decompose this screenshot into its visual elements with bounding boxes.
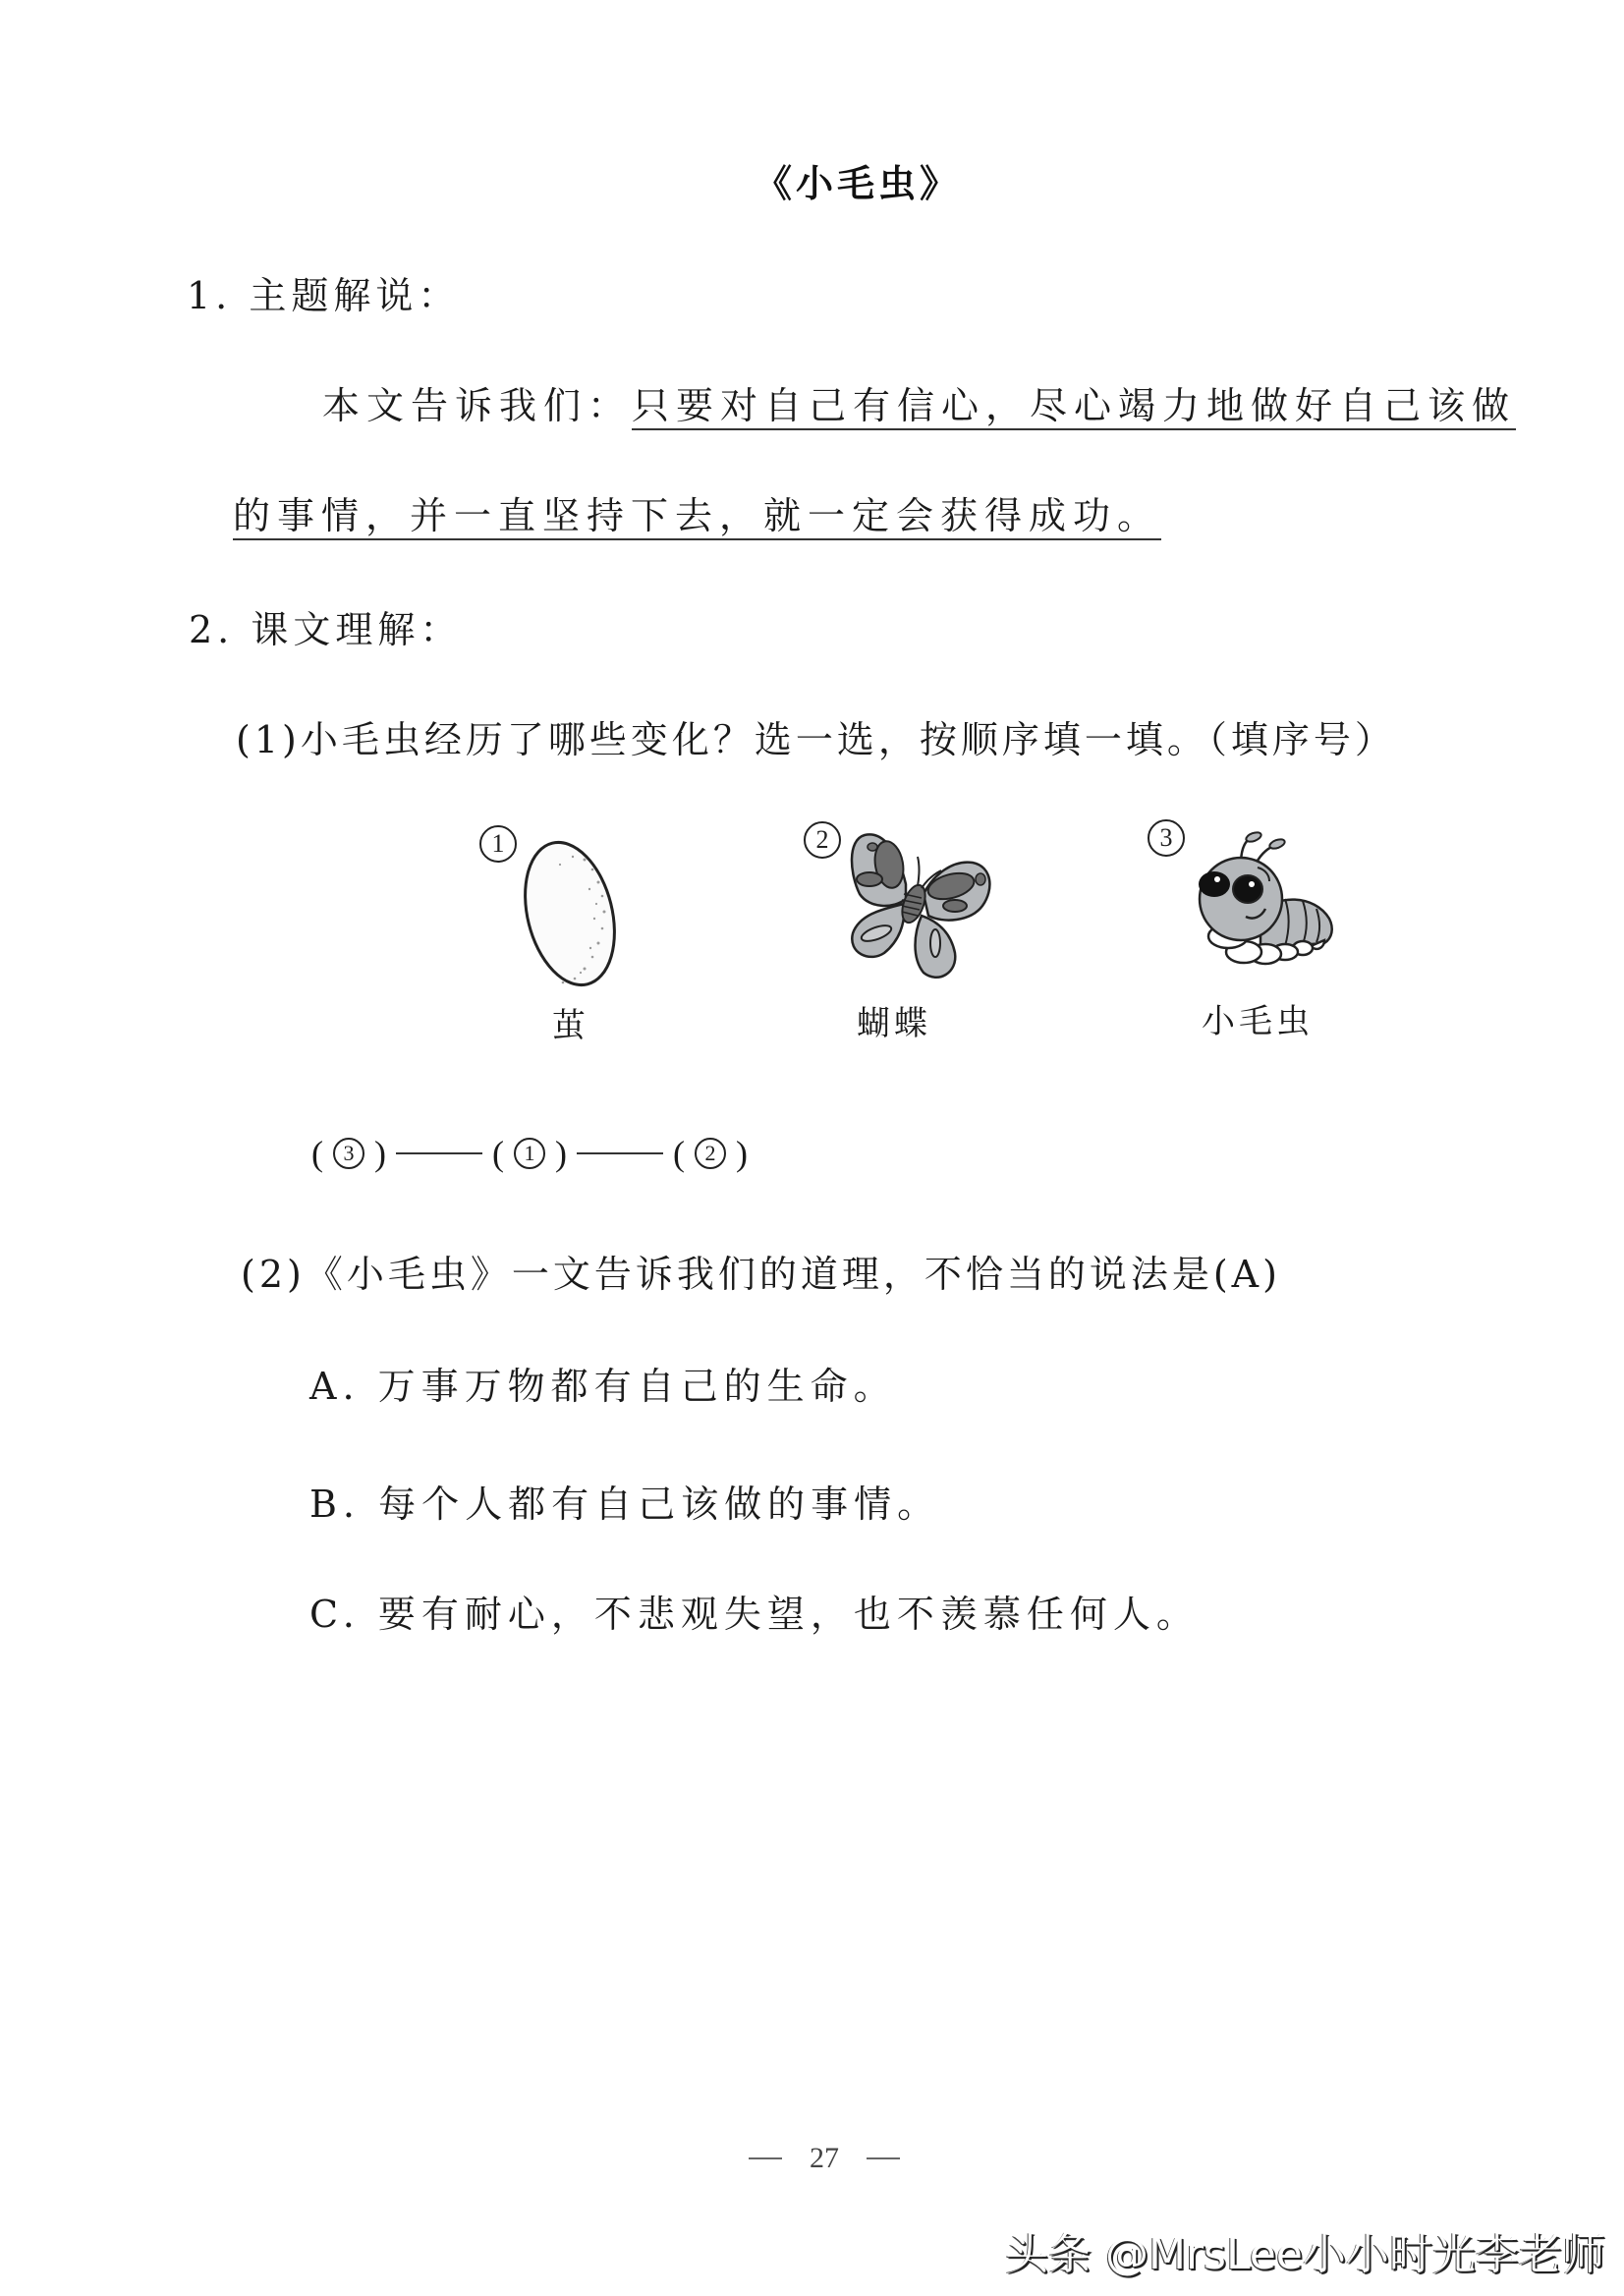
sequence-step-2: 1 — [514, 1138, 545, 1169]
option-text: 万事万物都有自己的生命。 — [377, 1365, 897, 1408]
open-paren: ( — [311, 1134, 323, 1173]
close-paren: ) — [736, 1134, 748, 1173]
option-text: 要有耐心，不悲观失望，也不羡慕任何人。 — [377, 1593, 1200, 1636]
theme-answer-part-1: 只要对自己有信心，尽心竭力地做好自己该做 — [632, 384, 1517, 427]
cocoon-icon — [516, 835, 624, 992]
section-1-heading: 1. 主题解说： — [187, 274, 461, 317]
option-b — [309, 1474, 940, 1528]
watermark: 头条 @MrsLee小小时光李老师 — [1005, 2229, 1605, 2279]
theme-lead: 本文告诉我们： — [322, 384, 633, 427]
page-number — [749, 2142, 900, 2175]
figure-label-caterpillar: 小毛虫 — [1202, 1002, 1314, 1041]
page-number-dash-right — [867, 2157, 900, 2159]
sequence-connector — [577, 1152, 663, 1154]
close-paren: ) — [374, 1134, 386, 1173]
figure-number-2: 2 — [804, 821, 841, 859]
sequence-connector — [396, 1152, 482, 1154]
section-2-heading: 2. 课文理解： — [189, 608, 463, 651]
page-title: 《小毛虫》 — [755, 162, 962, 205]
caterpillar-icon — [1187, 830, 1339, 973]
figure-number-1: 1 — [479, 825, 517, 863]
sequence-answer — [308, 1134, 752, 1173]
option-letter: C. — [309, 1593, 361, 1636]
option-text: 每个人都有自己该做的事情。 — [378, 1483, 941, 1526]
open-paren: ( — [673, 1134, 685, 1173]
question-1-prompt: (1)小毛虫经历了哪些变化？选一选，按顺序填一填。（填序号） — [236, 718, 1396, 761]
theme-paragraph-line-2 — [233, 485, 1161, 539]
close-paren: ) — [555, 1134, 567, 1173]
open-paren: ( — [492, 1134, 504, 1173]
option-a — [309, 1356, 897, 1410]
sequence-step-3: 2 — [695, 1138, 726, 1169]
figure-number-3: 3 — [1148, 819, 1185, 857]
option-letter: A. — [309, 1365, 361, 1408]
page-number-value: 27 — [810, 2142, 839, 2174]
theme-paragraph-line-1 — [322, 375, 1516, 429]
page-number-dash-left — [749, 2157, 782, 2159]
option-letter: B. — [309, 1483, 362, 1526]
figure-label-cocoon: 茧 — [552, 1006, 589, 1045]
figure-label-butterfly: 蝴蝶 — [857, 1004, 931, 1043]
question-2-prompt: (2)《小毛虫》一文告诉我们的道理，不恰当的说法是(A) — [241, 1253, 1281, 1296]
theme-answer-part-2: 的事情，并一直坚持下去，就一定会获得成功。 — [233, 494, 1162, 537]
butterfly-icon — [845, 825, 997, 982]
sequence-step-1: 3 — [333, 1138, 364, 1169]
option-c — [309, 1584, 1200, 1638]
